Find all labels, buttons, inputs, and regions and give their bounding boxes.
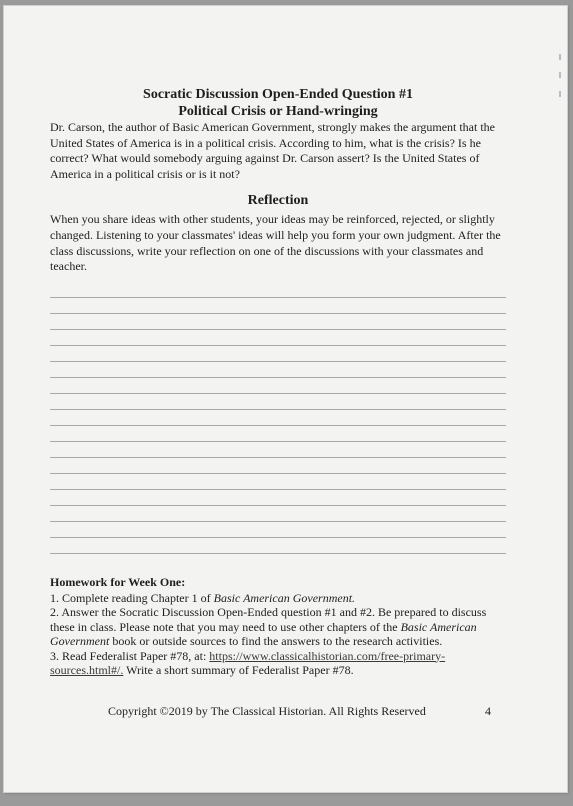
writing-line[interactable] (50, 394, 506, 410)
writing-line[interactable] (50, 378, 506, 394)
writing-line[interactable] (50, 538, 506, 554)
writing-line[interactable] (50, 490, 506, 506)
homework-item-1 (50, 591, 506, 606)
margin-mark (559, 72, 561, 78)
reflection-instructions: When you share ideas with other students, your ideas may be reinforced, rejected, or slightly changed. Listening to your classmates' ideas will help you form your own judgment. After the class discussions, write your reflection on one of the discussions with your classmates and teacher. (50, 212, 501, 274)
writing-line[interactable] (50, 282, 506, 298)
discussion-title: Socratic Discussion Open-Ended Question #1 (143, 87, 413, 102)
writing-line[interactable] (50, 458, 506, 474)
reflection-writing-area[interactable] (50, 282, 506, 554)
discussion-subtitle: Political Crisis or Hand-wringing (178, 104, 378, 119)
writing-line[interactable] (50, 474, 506, 490)
homework-item-2-text-end: book or outside sources to find the answers to the research activities. (109, 634, 443, 648)
homework-item-3 (50, 649, 506, 678)
writing-line[interactable] (50, 346, 506, 362)
writing-line[interactable] (50, 522, 506, 538)
discussion-prompt: Dr. Carson, the author of Basic American Government, strongly makes the argument that the United States of America is in a political crisis. According to him, what is the crisis? Is he correct? What would somebody arguing against Dr. Carson assert? Is the United States of America in a political crisis or is it not? (50, 120, 496, 181)
writing-line[interactable] (50, 506, 506, 522)
main-content (50, 86, 506, 554)
writing-line[interactable] (50, 426, 506, 442)
margin-mark (559, 54, 561, 60)
book-title: Basic American Government. (213, 590, 356, 605)
writing-line[interactable] (50, 330, 506, 346)
book-title: Basic American Government (50, 619, 477, 648)
margin-mark (559, 91, 561, 97)
homework-title: Homework for Week One: (50, 575, 186, 589)
reflection-heading: Reflection (247, 193, 309, 209)
homework-item-2 (50, 605, 506, 649)
writing-line[interactable] (50, 410, 506, 426)
homework-item-3-text-end: Write a short summary of Federalist Paper #78. (123, 663, 354, 677)
writing-line[interactable] (50, 362, 506, 378)
homework-section (50, 575, 506, 678)
homework-item-3-text: 3. Read Federalist Paper #78, at: (50, 648, 210, 663)
page-number: 4 (485, 704, 491, 718)
homework-item-1-text: 1. Complete reading Chapter 1 of (50, 590, 214, 605)
writing-line[interactable] (50, 442, 506, 458)
federalist-paper-link[interactable]: https://www.classicalhistorian.com/free-primary-sources.html#/. (50, 648, 446, 677)
writing-line[interactable] (50, 298, 506, 314)
homework-item-2-text: 2. Answer the Socratic Discussion Open-Ended question #1 and #2. Be prepared to discuss these in class. Please note that you may need to use other chapters of the (50, 605, 487, 634)
copyright-notice: Copyright ©2019 by The Classical Historian. All Rights Reserved (108, 704, 426, 718)
worksheet-page (4, 6, 567, 792)
writing-line[interactable] (50, 314, 506, 330)
